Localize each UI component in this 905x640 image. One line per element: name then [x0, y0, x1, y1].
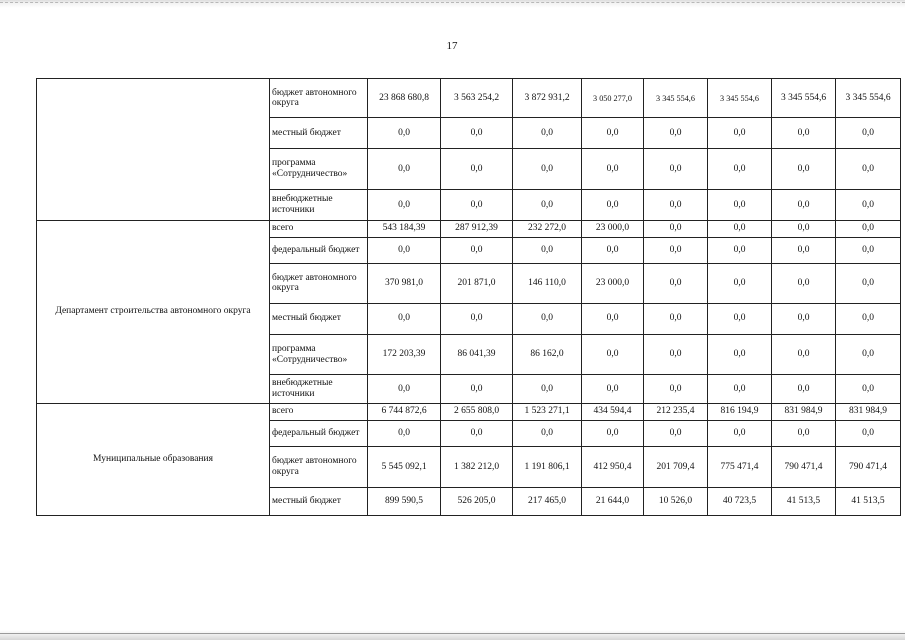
amount-cell: 0,0 [708, 375, 772, 403]
amount-cell: 1 382 212,0 [441, 447, 513, 487]
amount-cell: 831 984,9 [836, 403, 901, 420]
amount-cell: 41 513,5 [772, 487, 836, 515]
amount-cell: 0,0 [836, 334, 901, 374]
amount-cell: 6 744 872,6 [368, 403, 441, 420]
funding-source-cell: местный бюджет [270, 303, 368, 334]
amount-cell: 0,0 [708, 237, 772, 263]
amount-cell: 0,0 [513, 303, 582, 334]
funding-source-cell: внебюджетные источники [270, 375, 368, 403]
amount-cell: 201 709,4 [644, 447, 708, 487]
amount-cell: 0,0 [513, 148, 582, 189]
amount-cell: 0,0 [644, 190, 708, 220]
amount-cell: 0,0 [772, 190, 836, 220]
amount-cell: 0,0 [836, 375, 901, 403]
amount-cell: 0,0 [582, 334, 644, 374]
amount-cell: 0,0 [772, 420, 836, 446]
amount-cell: 3 345 554,6 [772, 79, 836, 118]
amount-cell: 0,0 [644, 118, 708, 148]
amount-cell: 0,0 [582, 148, 644, 189]
amount-cell: 1 191 806,1 [513, 447, 582, 487]
amount-cell: 0,0 [513, 375, 582, 403]
funding-source-cell: бюджет автономного округа [270, 79, 368, 118]
funding-source-cell: всего [270, 220, 368, 237]
amount-cell: 0,0 [836, 420, 901, 446]
amount-cell: 434 594,4 [582, 403, 644, 420]
amount-cell: 1 523 271,1 [513, 403, 582, 420]
amount-cell: 899 590,5 [368, 487, 441, 515]
funding-source-cell: федеральный бюджет [270, 237, 368, 263]
amount-cell: 5 545 092,1 [368, 447, 441, 487]
amount-cell: 3 050 277,0 [582, 79, 644, 118]
amount-cell: 0,0 [644, 220, 708, 237]
budget-table [36, 78, 901, 516]
amount-cell: 0,0 [513, 237, 582, 263]
amount-cell: 0,0 [644, 303, 708, 334]
amount-cell: 0,0 [772, 375, 836, 403]
amount-cell: 0,0 [772, 264, 836, 303]
funding-source-cell: местный бюджет [270, 487, 368, 515]
funding-source-cell: бюджет автономного округа [270, 264, 368, 303]
amount-cell: 0,0 [644, 264, 708, 303]
amount-cell: 40 723,5 [708, 487, 772, 515]
amount-cell: 0,0 [772, 334, 836, 374]
amount-cell: 0,0 [582, 420, 644, 446]
amount-cell: 370 981,0 [368, 264, 441, 303]
funding-source-cell: бюджет автономного округа [270, 447, 368, 487]
amount-cell: 0,0 [582, 237, 644, 263]
amount-cell: 0,0 [441, 237, 513, 263]
amount-cell: 0,0 [644, 237, 708, 263]
amount-cell: 0,0 [582, 190, 644, 220]
amount-cell: 0,0 [772, 148, 836, 189]
amount-cell: 21 644,0 [582, 487, 644, 515]
amount-cell: 201 871,0 [441, 264, 513, 303]
amount-cell: 790 471,4 [772, 447, 836, 487]
amount-cell: 775 471,4 [708, 447, 772, 487]
amount-cell: 0,0 [836, 220, 901, 237]
amount-cell: 0,0 [644, 148, 708, 189]
amount-cell: 816 194,9 [708, 403, 772, 420]
amount-cell: 232 272,0 [513, 220, 582, 237]
amount-cell: 0,0 [708, 190, 772, 220]
funding-source-cell: всего [270, 403, 368, 420]
amount-cell: 0,0 [708, 118, 772, 148]
table-row [37, 220, 901, 237]
amount-cell: 0,0 [836, 190, 901, 220]
amount-cell: 2 655 808,0 [441, 403, 513, 420]
amount-cell: 0,0 [441, 303, 513, 334]
amount-cell: 0,0 [836, 264, 901, 303]
amount-cell: 3 563 254,2 [441, 79, 513, 118]
amount-cell: 10 526,0 [644, 487, 708, 515]
amount-cell: 0,0 [368, 303, 441, 334]
amount-cell: 3 345 554,6 [644, 79, 708, 118]
amount-cell: 526 205,0 [441, 487, 513, 515]
amount-cell: 217 465,0 [513, 487, 582, 515]
budget-table-body [37, 79, 901, 516]
amount-cell: 831 984,9 [772, 403, 836, 420]
table-row [37, 79, 901, 118]
amount-cell: 543 184,39 [368, 220, 441, 237]
amount-cell: 0,0 [368, 420, 441, 446]
amount-cell: 86 041,39 [441, 334, 513, 374]
amount-cell: 412 950,4 [582, 447, 644, 487]
amount-cell: 0,0 [582, 118, 644, 148]
amount-cell: 0,0 [836, 118, 901, 148]
amount-cell: 3 872 931,2 [513, 79, 582, 118]
organization-cell [37, 79, 270, 221]
organization-cell: Муниципальные образования [37, 403, 270, 515]
amount-cell: 0,0 [708, 220, 772, 237]
amount-cell: 172 203,39 [368, 334, 441, 374]
amount-cell: 0,0 [708, 420, 772, 446]
amount-cell: 0,0 [708, 264, 772, 303]
amount-cell: 0,0 [772, 237, 836, 263]
amount-cell: 23 000,0 [582, 264, 644, 303]
amount-cell: 0,0 [441, 148, 513, 189]
amount-cell: 0,0 [582, 375, 644, 403]
amount-cell: 0,0 [644, 334, 708, 374]
amount-cell: 3 345 554,6 [708, 79, 772, 118]
page-number: 17 [446, 40, 458, 52]
amount-cell: 0,0 [368, 237, 441, 263]
scan-line-bottom [0, 633, 905, 634]
amount-cell: 0,0 [772, 118, 836, 148]
amount-cell: 0,0 [836, 237, 901, 263]
amount-cell: 0,0 [582, 303, 644, 334]
amount-cell: 212 235,4 [644, 403, 708, 420]
funding-source-cell: местный бюджет [270, 118, 368, 148]
amount-cell: 23 000,0 [582, 220, 644, 237]
amount-cell: 0,0 [441, 118, 513, 148]
amount-cell: 0,0 [368, 190, 441, 220]
table-row [37, 403, 901, 420]
amount-cell: 23 868 680,8 [368, 79, 441, 118]
amount-cell: 0,0 [772, 220, 836, 237]
amount-cell: 0,0 [368, 148, 441, 189]
amount-cell: 790 471,4 [836, 447, 901, 487]
amount-cell: 0,0 [644, 420, 708, 446]
amount-cell: 41 513,5 [836, 487, 901, 515]
funding-source-cell: программа «Сотрудничество» [270, 334, 368, 374]
amount-cell: 0,0 [708, 148, 772, 189]
amount-cell: 0,0 [644, 375, 708, 403]
amount-cell: 0,0 [441, 375, 513, 403]
amount-cell: 0,0 [513, 420, 582, 446]
amount-cell: 0,0 [513, 118, 582, 148]
amount-cell: 86 162,0 [513, 334, 582, 374]
amount-cell: 0,0 [772, 303, 836, 334]
funding-source-cell: программа «Сотрудничество» [270, 148, 368, 189]
organization-cell: Департамент строительства автономного округа [37, 220, 270, 403]
amount-cell: 3 345 554,6 [836, 79, 901, 118]
amount-cell: 0,0 [836, 303, 901, 334]
amount-cell: 287 912,39 [441, 220, 513, 237]
amount-cell: 0,0 [441, 190, 513, 220]
amount-cell: 146 110,0 [513, 264, 582, 303]
amount-cell: 0,0 [513, 190, 582, 220]
funding-source-cell: федеральный бюджет [270, 420, 368, 446]
amount-cell: 0,0 [708, 334, 772, 374]
funding-source-cell: внебюджетные источники [270, 190, 368, 220]
amount-cell: 0,0 [368, 118, 441, 148]
scan-line-top [0, 2, 905, 3]
scan-edge-bottom [0, 630, 905, 640]
amount-cell: 0,0 [441, 420, 513, 446]
amount-cell: 0,0 [368, 375, 441, 403]
amount-cell: 0,0 [708, 303, 772, 334]
amount-cell: 0,0 [836, 148, 901, 189]
